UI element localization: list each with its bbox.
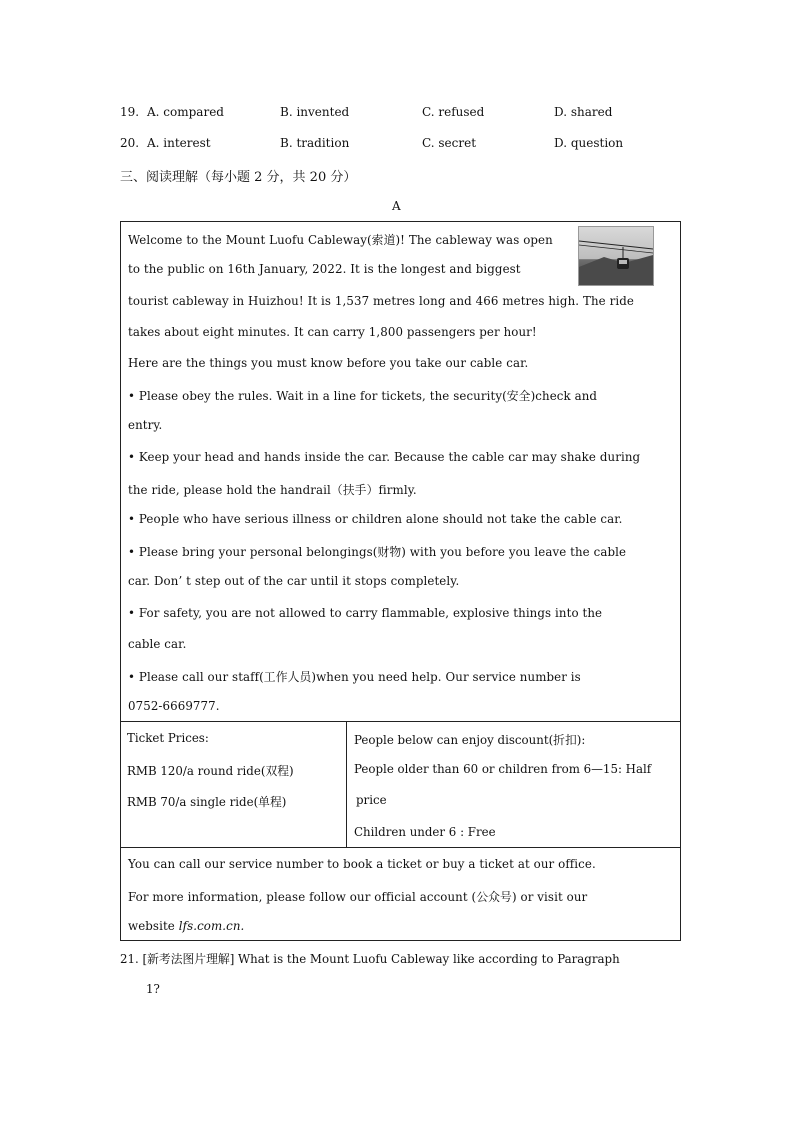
single-ride-price: RMB 70/a single ride(单程) [127,795,287,809]
rule-4-cont: car. Don’ t step out of the car until it stops completely. [128,574,460,588]
option-b: B. tradition [280,136,350,150]
intro-line: to the public on 16th January, 2022. It is the longest and biggest [128,262,521,276]
option-c: C. secret [422,136,477,150]
option-d: D. question [554,136,624,150]
contact-line: You can call our service number to book a ticket or buy a ticket at our office. [128,857,596,871]
intro-line: Here are the things you must know before you take our cable car. [128,356,529,370]
ticket-prices-heading: Ticket Prices: [127,731,209,745]
rule-3: • People who have serious illness or children alone should not take the cable car. [128,512,623,526]
contact-line: For more information, please follow our official account (公众号) or visit our [128,890,588,904]
website-link[interactable]: lfs.com.cn. [178,919,245,933]
cableway-notice-box [120,221,681,722]
rule-5-cont: cable car. [128,637,187,651]
question-20 [120,136,680,152]
question-19 [120,105,680,121]
question-21-cont: 1? [146,982,160,996]
intro-line: Welcome to the Mount Luofu Cableway(索道)! The cableway was open [128,233,553,247]
question-21: 21. [新考法图片理解] What is the Mount Luofu Cableway like according to Paragraph [120,952,620,966]
discount-cell [346,721,681,848]
contact-box [120,847,681,941]
round-ride-price: RMB 120/a round ride(双程) [127,764,294,778]
contact-line [128,919,244,933]
rule-1: • Please obey the rules. Wait in a line for tickets, the security(安全)check and [128,389,598,403]
cable-car-icon [579,227,653,285]
section-title: 三、阅读理解（每小题 2 分，共 20 分） [120,170,357,185]
cable-car-photo [578,226,654,286]
intro-line: takes about eight minutes. It can carry 1,800 passengers per hour! [128,325,537,339]
option-a: A. interest [147,136,211,150]
half-price-rule: People older than 60 or children from 6—15: Half [354,762,652,776]
rule-2-cont: the ride, please hold the handrail（扶手）firmly. [128,483,417,497]
rule-4: • Please bring your personal belongings(财物) with you before you leave the cable [128,545,627,559]
rule-5: • For safety, you are not allowed to carry flammable, explosive things into the [128,606,603,620]
discount-heading: People below can enjoy discount(折扣): [354,733,586,747]
option-c: C. refused [422,105,485,119]
rule-1-cont: entry. [128,418,163,432]
ticket-prices-cell [120,721,347,848]
option-d: D. shared [554,105,613,119]
rule-2: • Keep your head and hands inside the car. Because the cable car may shake during [128,450,641,464]
question-number: 20. [120,136,140,150]
rule-6: • Please call our staff(工作人员)when you need help. Our service number is [128,670,581,684]
service-number: 0752-6669777. [128,699,220,713]
half-price-rule-cont: price [356,793,387,807]
option-b: B. invented [280,105,350,119]
intro-line: tourist cableway in Huizhou! It is 1,537 metres long and 466 metres high. The ride [128,294,634,308]
free-rule: Children under 6 : Free [354,825,496,839]
passage-label: A [392,199,401,213]
option-a: A. compared [147,105,224,119]
question-number: 19. [120,105,140,119]
website-prefix: website [128,919,179,933]
